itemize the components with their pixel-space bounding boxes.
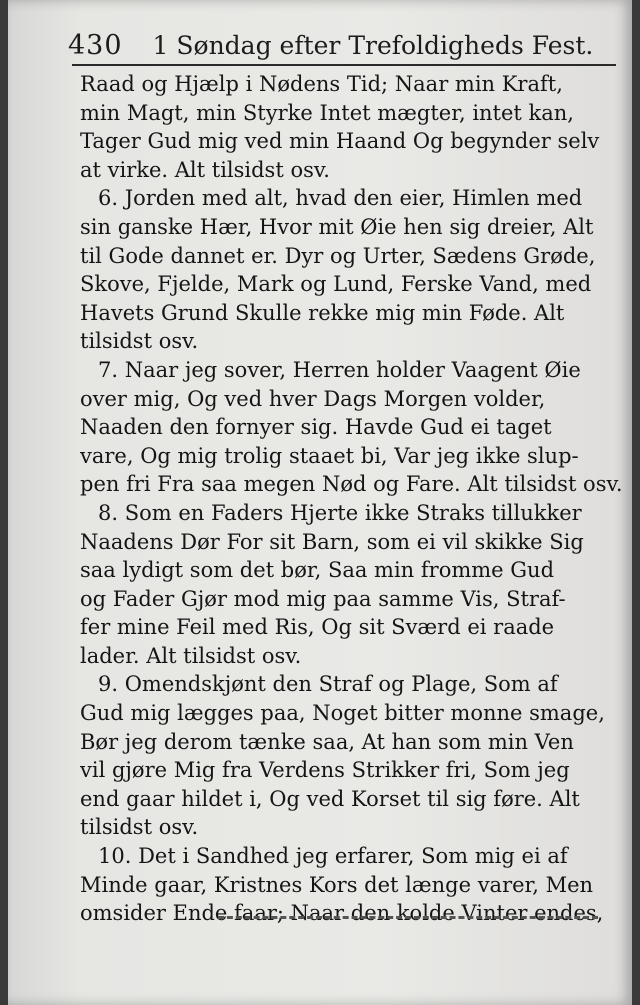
text-line: 6. Jorden med alt, hvad den eier, Himlen med <box>98 186 583 211</box>
text-line: pen fri Fra saa megen Nød og Fare. Alt tilsidst osv. <box>80 472 623 497</box>
text-line: 8. Som en Faders Hjerte ikke Straks tillukker <box>98 500 582 525</box>
text-line: og Fader Gjør mod mig paa samme Vis, Straf- <box>80 586 566 611</box>
text-line: Tager Gud mig ved min Haand Og begynder selv <box>80 129 600 154</box>
text-line: vil gjøre Mig fra Verdens Strikker fri, Som jeg <box>80 758 570 783</box>
text-line: min Magt, min Styrke Intet mægter, intet kan, <box>80 100 574 125</box>
text-line: Naadens Dør For sit Barn, som ei vil skikke Sig <box>80 529 584 554</box>
book-page <box>8 0 632 1005</box>
text-line: Bør jeg derom tænke saa, At han som min Ven <box>80 729 574 754</box>
page-number: 430 <box>68 30 123 61</box>
text-line: Naaden den fornyer sig. Havde Gud ei taget <box>80 415 552 440</box>
text-line: Raad og Hjælp i Nødens Tid; Naar min Kraft, <box>80 72 563 96</box>
text-line: fer mine Feil med Ris, Og sit Sværd ei raade <box>80 615 555 640</box>
text-line: saa lydigt som det bør, Saa min fromme Gud <box>80 558 555 583</box>
text-line: omsider Ende faar; Naar den kolde Vinter endes, <box>80 901 604 926</box>
text-line: at virke. Alt tilsidst osv. <box>80 157 330 182</box>
text-line: 7. Naar jeg sover, Herren holder Vaagent Øie <box>98 357 581 382</box>
header-rule <box>72 64 616 66</box>
running-title: 1 Søndag efter Trefoldigheds Fest. <box>152 31 594 60</box>
text-line: tilsidst osv. <box>80 329 199 354</box>
text-line: Gud mig lægges paa, Noget bitter monne smage, <box>80 701 605 726</box>
text-line: sin ganske Hær, Hvor mit Øie hen sig dreier, Alt <box>80 214 594 239</box>
text-line: Skove, Fjelde, Mark og Lund, Ferske Vand, med <box>80 272 592 297</box>
text-line: lader. Alt tilsidst osv. <box>80 643 302 668</box>
text-line: Havets Grund Skulle rekke mig min Føde. Alt <box>80 300 565 325</box>
text-line: over mig, Og ved hver Dags Morgen volder, <box>80 386 546 411</box>
page-header <box>68 30 616 66</box>
text-line: end gaar hildet i, Og ved Korset til sig føre. Alt <box>80 786 580 811</box>
hymn-text <box>80 70 625 928</box>
text-line: tilsidst osv. <box>80 815 199 840</box>
footer-rule <box>218 916 598 919</box>
text-line: til Gode dannet er. Dyr og Urter, Sædens Grøde, <box>80 243 596 268</box>
text-line: Minde gaar, Kristnes Kors det længe varer, Men <box>80 872 594 897</box>
text-line: vare, Og mig trolig staaet bi, Var jeg ikke slup- <box>80 443 579 468</box>
text-line: 10. Det i Sandhed jeg erfarer, Som mig ei af <box>98 844 568 869</box>
text-line: 9. Omendskjønt den Straf og Plage, Som af <box>98 672 558 697</box>
